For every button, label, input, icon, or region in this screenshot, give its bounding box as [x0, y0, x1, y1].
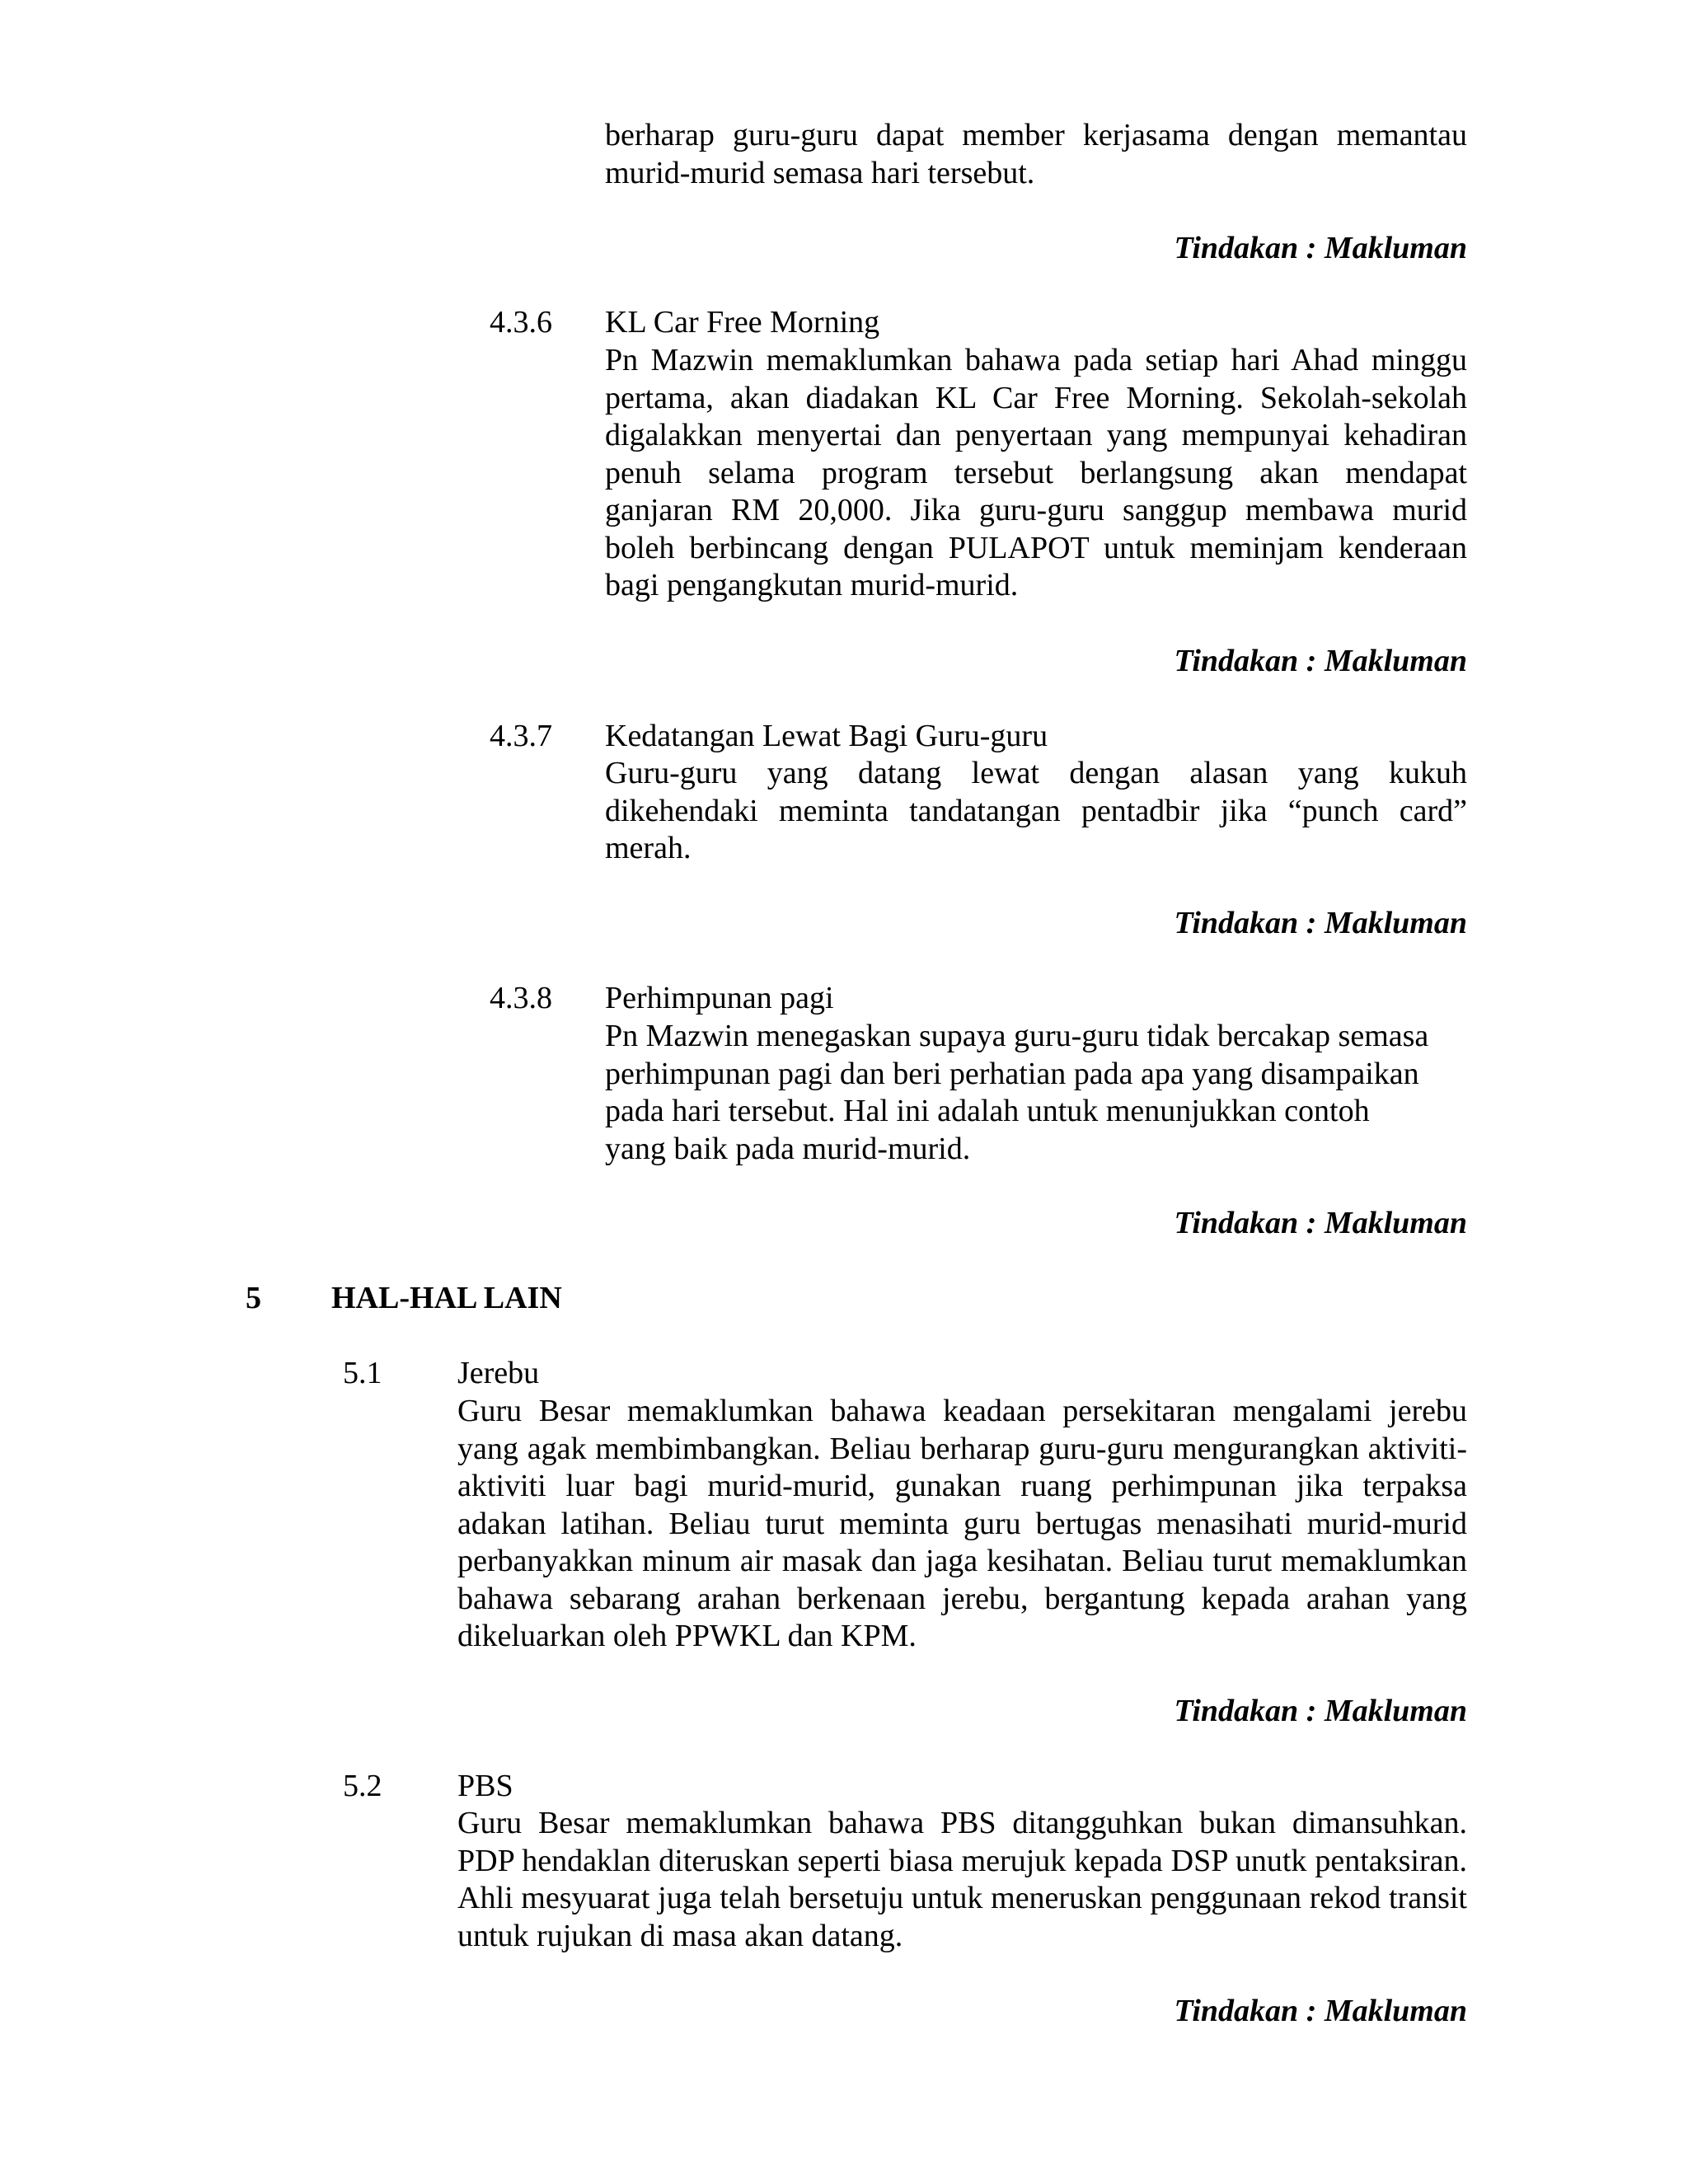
item-title-4-3-6: KL Car Free Morning	[605, 305, 880, 340]
intro-paragraph: berharap guru-guru dapat member kerjasama dengan memantau murid-murid semasa hari tersebut.	[605, 118, 1467, 190]
item-title-5-2: PBS	[457, 1769, 513, 1803]
item-number-4-3-7: 4.3.7	[490, 719, 552, 753]
item-number-4-3-6: 4.3.6	[490, 305, 552, 340]
action-label-4-3-7: Tindakan : Makluman	[1174, 906, 1467, 940]
item-body-4-3-8	[605, 1018, 1479, 1168]
body-line: yang baik pada murid-murid.	[605, 1131, 971, 1166]
item-number-5-2: 5.2	[343, 1769, 382, 1803]
action-label-intro: Tindakan : Makluman	[1174, 231, 1467, 265]
action-label-5-1: Tindakan : Makluman	[1174, 1694, 1467, 1728]
item-body-4-3-6: Pn Mazwin memaklumkan bahawa pada setiap hari Ahad minggu pertama, akan diadakan KL Car Free Morning. Sekolah-sekolah digalakkan menyertai dan penyertaan yang mempunyai kehadiran penuh selama program tersebut berlangsung akan mendapat ganjaran RM 20,000. Jika guru-guru sanggup membawa murid boleh berbincang dengan PULAPOT untuk meminjam kenderaan bagi pengangkutan murid-murid.	[605, 343, 1467, 602]
action-label-5-2: Tindakan : Makluman	[1174, 1994, 1467, 2028]
section-title: HAL-HAL LAIN	[331, 1281, 562, 1315]
action-label-4-3-8: Tindakan : Makluman	[1174, 1206, 1467, 1240]
item-body-4-3-7: Guru-guru yang datang lewat dengan alasan yang kukuh dikehendaki meminta tandatangan pentadbir jika “punch card” merah.	[605, 756, 1467, 865]
item-title-5-1: Jerebu	[457, 1356, 540, 1390]
item-body-5-2: Guru Besar memaklumkan bahawa PBS ditangguhkan bukan dimansuhkan. PDP hendaklan diteruskan seperti biasa merujuk kepada DSP unutk pentaksiran. Ahli mesyuarat juga telah bersetuju untuk meneruskan penggunaan rekod transit untuk rujukan di masa akan datang.	[457, 1806, 1467, 1953]
body-line: Pn Mazwin menegaskan supaya guru-guru tidak bercakap semasa	[605, 1019, 1429, 1053]
body-line: perhimpunan pagi dan beri perhatian pada apa yang disampaikan	[605, 1056, 1419, 1091]
item-number-4-3-8: 4.3.8	[490, 981, 552, 1015]
body-line: pada hari tersebut. Hal ini adalah untuk menunjukkan contoh	[605, 1094, 1370, 1128]
item-title-4-3-8: Perhimpunan pagi	[605, 981, 834, 1015]
item-title-4-3-7: Kedatangan Lewat Bagi Guru-guru	[605, 719, 1048, 753]
item-number-5-1: 5.1	[343, 1356, 382, 1390]
item-body-5-1: Guru Besar memaklumkan bahawa keadaan persekitaran mengalami jerebu yang agak membimbangkan. Beliau berharap guru-guru mengurangkan aktiviti-aktiviti luar bagi murid-murid, gunakan ruang perhimpunan jika terpaksa adakan latihan. Beliau turut meminta guru bertugas menasihati murid-murid perbanyakkan minum air masak dan jaga kesihatan. Beliau turut memaklumkan bahawa sebarang arahan berkenaan jerebu, bergantung kepada arahan yang dikeluarkan oleh PPWKL dan KPM.	[457, 1394, 1467, 1653]
section-number: 5	[246, 1281, 261, 1315]
action-label-4-3-6: Tindakan : Makluman	[1174, 644, 1467, 678]
